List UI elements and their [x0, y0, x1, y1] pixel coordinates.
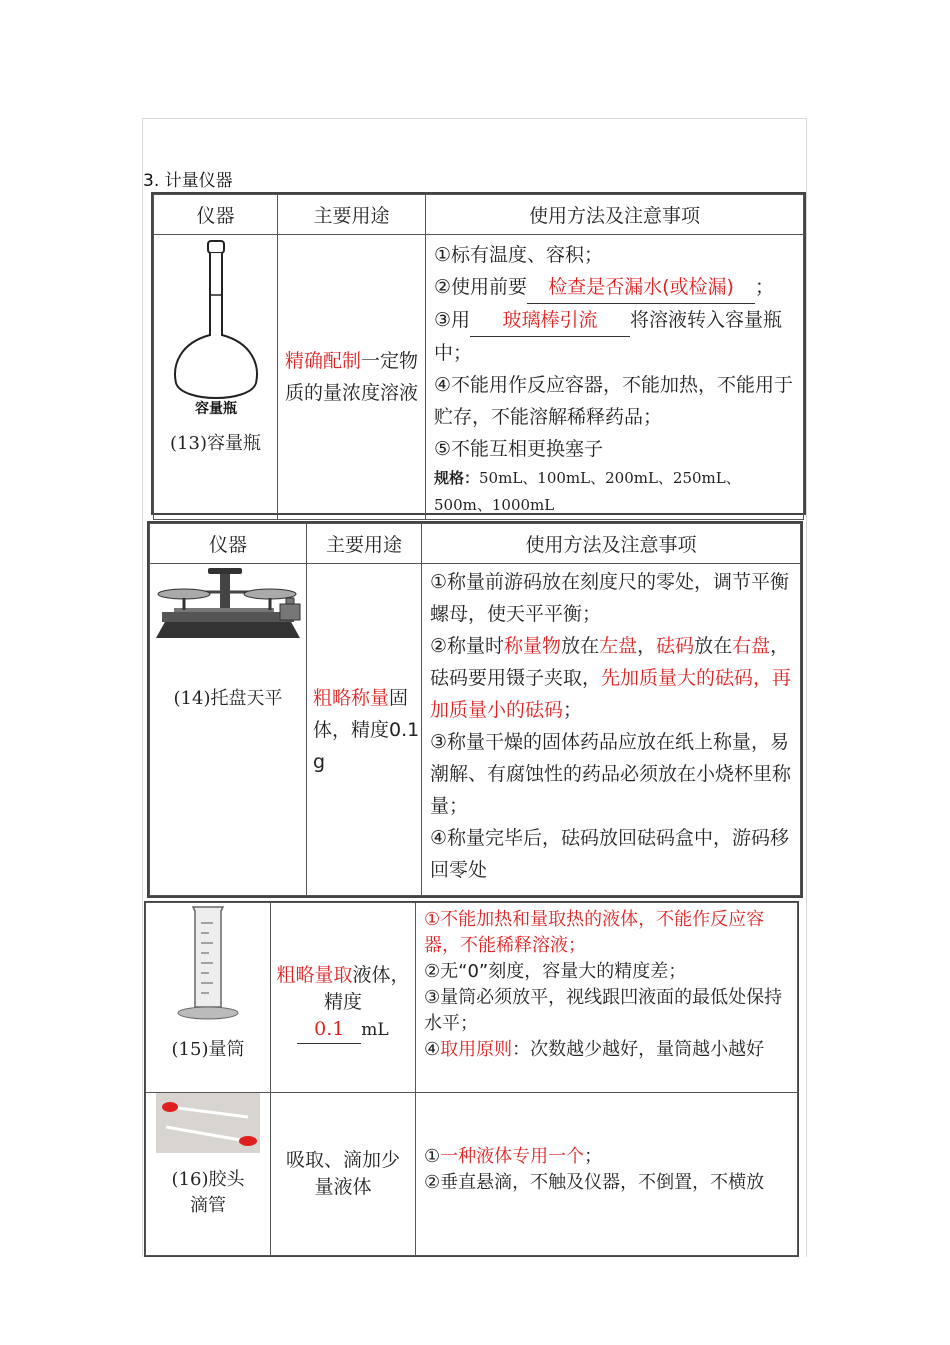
table-volumetric-flask: [151, 192, 806, 515]
flask-note-5: ⑤不能互相更换塞子: [434, 438, 604, 460]
cylinder-cell: [146, 903, 271, 1093]
balance-note-3: ③称量干燥的固体药品应放在纸上称量，易潮解、有腐蚀性的药品必须放在小烧杯里称量；: [430, 731, 792, 817]
header-use: 主要用途: [278, 195, 426, 235]
volumetric-flask-icon: [166, 235, 266, 415]
cylinder-note-3: ③量筒必须放平，视线跟凹液面的最低处保持水平；: [424, 987, 783, 1034]
flask-note-1: ①标有温度、容积；: [434, 244, 604, 266]
flask-image-label: 容量瓶: [194, 401, 237, 415]
dropper-name: [146, 1167, 270, 1219]
cylinder-blank-precision: 0.1: [297, 1016, 361, 1044]
flask-cell: [154, 235, 278, 520]
balance-note-1: ①称量前游码放在刻度尺的零处，调节平衡螺母，使天平平衡；: [430, 571, 790, 625]
cylinder-note-1: ①不能加热和量取热的液体，不能作反应容器，不能稀释溶液；: [424, 909, 765, 956]
cylinder-note-2: ②无“0”刻度，容量大的精度差；: [424, 961, 687, 982]
balance-cell: [150, 564, 307, 896]
flask-blank-rod: 玻璃棒引流: [470, 304, 630, 337]
dropper-note-1: ①一种液体专用一个；: [424, 1146, 603, 1167]
flask-notes: [426, 235, 804, 520]
dropper-note-2: ②垂直悬滴，不触及仪器，不倒置，不横放: [424, 1172, 765, 1193]
header-instrument-2: 仪器: [150, 524, 307, 564]
dropper-cell: [146, 1093, 271, 1256]
header-notes-2: 使用方法及注意事项: [422, 524, 801, 564]
flask-spec: 规格：50mL、100mL、200mL、250mL、500m、1000mL: [434, 469, 741, 514]
flask-note-2: ②使用前要 检查是否漏水(或检漏) ；: [434, 271, 797, 304]
balance-use-text: 固体，精度0.1 g: [313, 687, 420, 773]
balance-use-red: 粗略称量: [313, 687, 390, 709]
dropper-name-line2: 滴管: [190, 1195, 226, 1216]
flask-use-text: 一定物质的量浓度溶液: [284, 350, 419, 404]
balance-icon: [152, 564, 304, 644]
dropper-name-line1: (16)胶头: [171, 1169, 245, 1190]
cylinder-name: (15)量筒: [171, 1039, 245, 1060]
cylinder-use-unit: mL: [361, 1019, 389, 1040]
balance-notes: [422, 564, 801, 896]
cylinder-use-text: 液体，精度: [323, 963, 410, 1013]
flask-name: (13)容量瓶: [170, 433, 261, 454]
flask-use-red: 精确配制: [284, 350, 361, 372]
dropper-icon: [156, 1093, 260, 1153]
dropper-notes: [416, 1093, 798, 1256]
flask-note-3: ③用 玻璃棒引流 将溶液转入容量瓶中；: [434, 304, 797, 369]
table-cylinder-dropper: [144, 901, 799, 1257]
dropper-use: [271, 1093, 416, 1256]
cylinder-notes: [416, 903, 798, 1093]
flask-use: [278, 235, 426, 520]
flask-blank-leak: 检查是否漏水(或检漏): [527, 271, 755, 304]
cylinder-note-4: ④取用原则：次数越少越好，量筒越小越好: [424, 1039, 765, 1060]
balance-note-4: ④称量完毕后，砝码放回砝码盒中，游码移回零处: [430, 827, 790, 881]
cylinder-use: [271, 903, 416, 1093]
dropper-use-text: 吸取、滴加少量液体: [285, 1149, 400, 1198]
flask-note-4: ④不能用作反应容器，不能加热，不能用于贮存，不能溶解稀释药品；: [434, 374, 794, 428]
graduated-cylinder-icon: [173, 903, 243, 1023]
cylinder-use-red: 粗略量取: [276, 963, 353, 986]
balance-note-2: ②称量时称量物放在左盘，砝码放在右盘，砝码要用镊子夹取，先加质量大的砝码，再加质量小的砝码；: [430, 635, 792, 721]
header-use-2: 主要用途: [307, 524, 422, 564]
header-instrument: 仪器: [154, 195, 278, 235]
balance-use: [307, 564, 422, 896]
table-balance: [147, 521, 803, 898]
balance-name: (14)托盘天平: [173, 688, 283, 709]
header-notes: 使用方法及注意事项: [426, 195, 804, 235]
section-title: 3. 计量仪器: [143, 171, 233, 191]
